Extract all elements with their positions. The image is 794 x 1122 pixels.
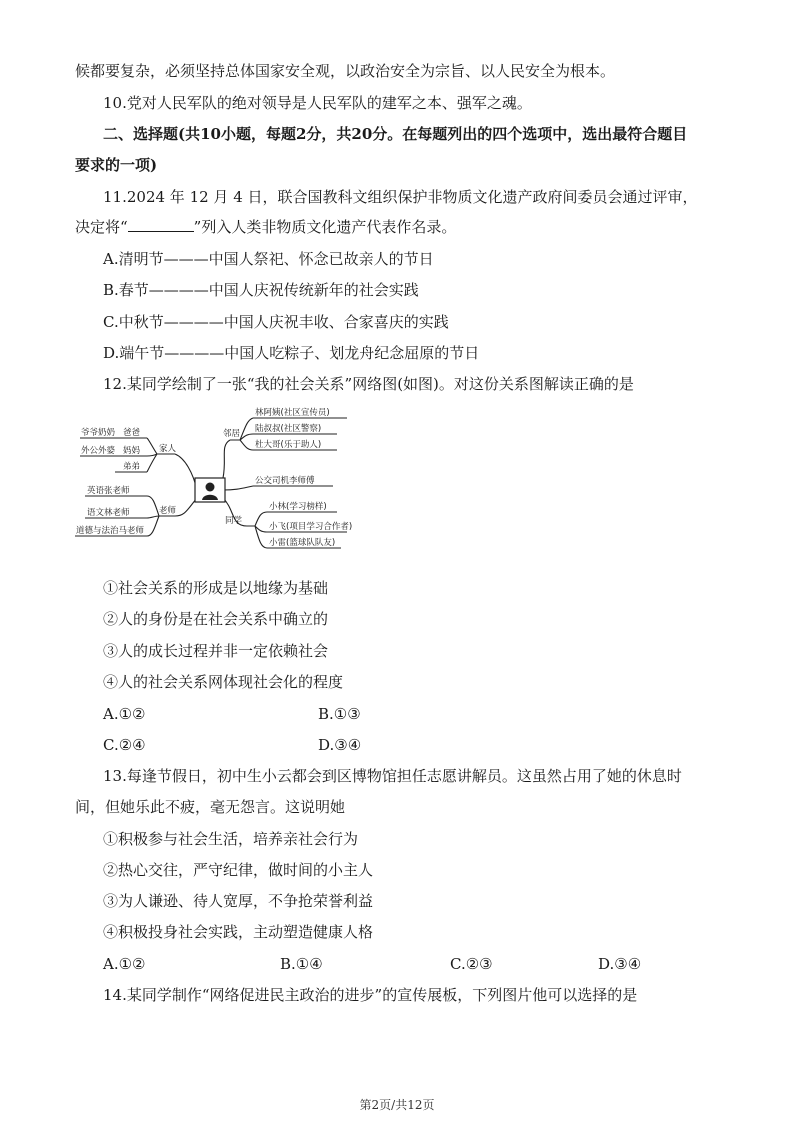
node-classmate-item: 小林(学习榜样) <box>269 502 327 512</box>
option-d: D.端午节————中国人吃粽子、划龙舟纪念屈原的节日 <box>103 344 480 362</box>
node-neighbor-item: 杜大哥(乐于助人) <box>255 440 322 450</box>
node-family-item: 妈妈 <box>123 446 141 456</box>
node-family-item: 弟弟 <box>123 462 141 472</box>
statement: ③人的成长过程并非一定依赖社会 <box>103 642 329 660</box>
branch-line <box>175 498 197 516</box>
statement: ④积极投身社会实践，主动塑造健康人格 <box>103 923 374 941</box>
node-family: 家人 <box>159 444 177 454</box>
question-13-stem: 13.每逢节假日，初中生小云都会到区博物馆担任志愿讲解员。这虽然占用了她的休息时 <box>103 767 682 785</box>
statement: ②人的身份是在社会关系中确立的 <box>103 610 329 628</box>
question-13-stem: 间，但她乐此不疲，毫无怨言。这说明她 <box>75 798 346 816</box>
node-driver: 公交司机李师傅 <box>255 476 315 486</box>
node-neighbor-item: 林阿姨(社区宣传员) <box>255 408 330 418</box>
question-14-stem: 14.某同学制作“网络促进民主政治的进步”的宣传展板，下列图片他可以选择的是 <box>103 986 638 1004</box>
node-neighbor-item: 陆叔叔(社区警察) <box>255 424 322 434</box>
option-c: C.中秋节————中国人庆祝丰收、合家喜庆的实践 <box>103 313 449 331</box>
text-line: 10.党对人民军队的绝对领导是人民军队的建军之本、强军之魂。 <box>103 94 532 112</box>
statement: ①积极参与社会生活，培养亲社会行为 <box>103 830 359 848</box>
node-neighbors: 邻居 <box>223 429 241 439</box>
statement: ①社会关系的形成是以地缘为基础 <box>103 579 329 597</box>
question-12-stem: 12.某同学绘制了一张“我的社会关系”网络图(如图)。对这份关系图解读正确的是 <box>103 375 634 393</box>
node-classmates: 同学 <box>225 516 243 526</box>
answer-blank <box>128 217 194 232</box>
node-family-item: 爷爷奶奶 <box>81 428 116 438</box>
question-11-stem <box>75 217 456 237</box>
branch-line <box>175 454 197 490</box>
option-c: C.②④ <box>103 736 146 754</box>
node-teachers: 老师 <box>159 506 177 516</box>
option-c: C.②③ <box>450 955 493 973</box>
stem-part: ”列入人类非物质文化遗产代表作名录。 <box>193 218 457 236</box>
avatar-head <box>206 483 215 492</box>
branch-line <box>247 512 267 548</box>
node-family-item: 外公外婆 <box>81 446 116 456</box>
branch-line <box>223 440 230 478</box>
node-family-item: 爸爸 <box>123 428 141 438</box>
option-b: B.①④ <box>280 955 323 973</box>
statement: ②热心交往，严守纪律，做时间的小主人 <box>103 861 374 879</box>
option-a: A.①② <box>103 955 146 973</box>
statement: ④人的社会关系网体现社会化的程度 <box>103 673 344 691</box>
social-relations-mindmap <box>75 398 365 568</box>
branch-line <box>147 496 175 536</box>
option-a: A.清明节———中国人祭祀、怀念已故亲人的节日 <box>103 250 434 268</box>
option-b: B.春节————中国人庆祝传统新年的社会实践 <box>103 281 419 299</box>
option-a: A.①② <box>103 705 146 723</box>
question-11-stem: 11.2024 年 12 月 4 日，联合国教科文组织保护非物质文化遗产政府间委员会通过评审， <box>103 188 698 206</box>
section-heading: 二、选择题(共10小题，每题2分，共20分。在每题列出的四个选项中，选出最符合题目 <box>103 125 688 143</box>
node-classmate-item: 小雷(篮球队队友) <box>269 538 336 548</box>
option-d: D.③④ <box>598 955 642 973</box>
section-heading: 要求的一项) <box>75 156 158 174</box>
option-b: B.①③ <box>318 705 361 723</box>
statement: ③为人谦逊、待人宽厚，不争抢荣誉利益 <box>103 892 374 910</box>
node-teacher-item: 英语张老师 <box>87 486 130 496</box>
text-line: 候都要复杂，必须坚持总体国家安全观，以政治安全为宗旨、以人民安全为根本。 <box>75 62 616 80</box>
branch-line <box>223 486 253 490</box>
page-footer: 第2页/共12页 <box>359 1098 435 1112</box>
option-d: D.③④ <box>318 736 362 754</box>
stem-part: 决定将“ <box>75 218 128 236</box>
node-classmate-item: 小飞(项目学习合作者) <box>269 522 353 532</box>
node-teacher-item: 道德与法治马老师 <box>76 526 145 536</box>
node-teacher-item: 语文林老师 <box>87 508 130 518</box>
